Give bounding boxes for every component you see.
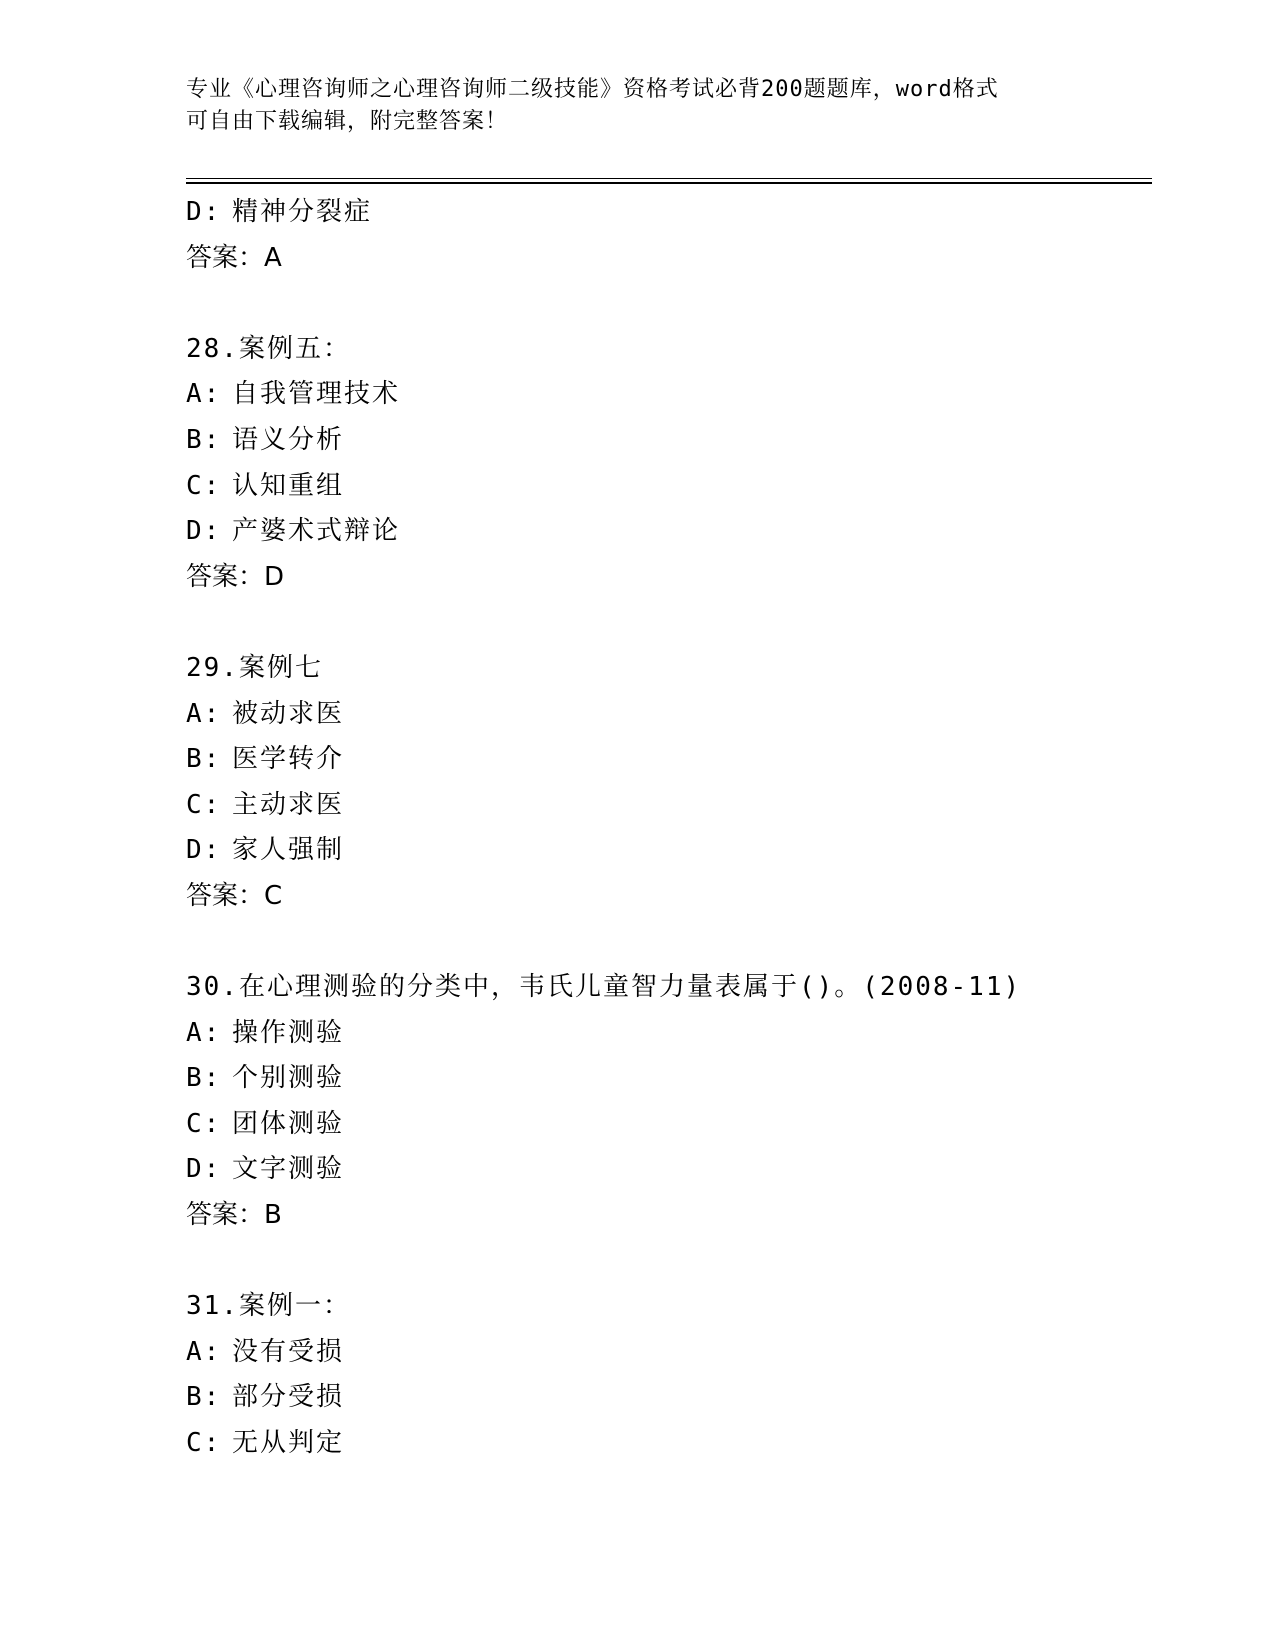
- option-line: [186, 783, 1152, 829]
- answer-line: 答案：D: [186, 561, 285, 592]
- option-key: B:: [186, 1382, 222, 1413]
- question-stem: 29.案例七: [186, 652, 323, 683]
- spacer: [186, 281, 1152, 327]
- answer-line: 答案：A: [186, 242, 282, 273]
- option-line: [186, 418, 1152, 464]
- option-line: [186, 1330, 1152, 1376]
- option-key: A:: [186, 1017, 222, 1048]
- answer-line: 答案：B: [186, 1200, 282, 1231]
- option-key: D:: [186, 1154, 222, 1185]
- option-line: [186, 1102, 1152, 1148]
- option-line: [186, 372, 1152, 418]
- option-key: A:: [186, 1336, 222, 1367]
- option-text: 文字测验: [232, 1154, 345, 1185]
- option-line: [186, 1375, 1152, 1421]
- spacer: [186, 1239, 1152, 1285]
- option-text: 精神分裂症: [232, 197, 373, 227]
- answer-line: 答案：C: [186, 880, 283, 911]
- option-key: B:: [186, 744, 222, 775]
- option-line: [186, 828, 1152, 874]
- option-key: B:: [186, 424, 222, 455]
- question-stem: 30.在心理测验的分类中，韦氏儿童智力量表属于()。(2008-11): [186, 972, 1022, 1003]
- header-line-1: 专业《心理咨询师之心理咨询师二级技能》资格考试必背200题题库，word格式: [186, 77, 999, 102]
- option-line: [186, 1147, 1152, 1193]
- option-text: 家人强制: [232, 835, 345, 866]
- option-text: 自我管理技术: [232, 379, 401, 410]
- question-stem: 31.案例一：: [186, 1291, 351, 1322]
- option-key: D:: [186, 197, 222, 227]
- option-key: C:: [186, 1428, 222, 1459]
- header-line-2: 可自由下载编辑，附完整答案！: [186, 109, 509, 134]
- option-text: 部分受损: [232, 1382, 345, 1413]
- option-line: [186, 1056, 1152, 1102]
- header-rule-thick: [186, 182, 1152, 184]
- option-text: 个别测验: [232, 1063, 345, 1094]
- option-key: B:: [186, 1063, 222, 1094]
- option-key: D:: [186, 835, 222, 866]
- option-key: C:: [186, 789, 222, 820]
- option-key: A:: [186, 379, 222, 410]
- option-text: 无从判定: [232, 1428, 345, 1459]
- option-key: C:: [186, 1108, 222, 1139]
- option-text: 没有受损: [232, 1336, 345, 1367]
- option-text: 团体测验: [232, 1108, 345, 1139]
- header-rule-thin: [186, 178, 1152, 179]
- question-list: [186, 190, 1152, 1467]
- question-stem: 28.案例五：: [186, 333, 351, 364]
- option-key: A:: [186, 698, 222, 729]
- option-text: 被动求医: [232, 698, 345, 729]
- option-line: [186, 509, 1152, 555]
- option-line: [186, 190, 1152, 236]
- spacer: [186, 920, 1152, 966]
- option-text: 操作测验: [232, 1017, 345, 1048]
- option-text: 认知重组: [232, 470, 345, 501]
- option-text: 产婆术式辩论: [232, 516, 401, 547]
- spacer: [186, 600, 1152, 646]
- document-header: [186, 74, 1086, 138]
- option-line: [186, 1421, 1152, 1467]
- option-text: 医学转介: [232, 744, 345, 775]
- option-line: [186, 464, 1152, 510]
- option-text: 主动求医: [232, 789, 345, 820]
- option-key: C:: [186, 470, 222, 501]
- option-line: [186, 692, 1152, 738]
- option-line: [186, 1011, 1152, 1057]
- option-text: 语义分析: [232, 424, 345, 455]
- option-line: [186, 737, 1152, 783]
- option-key: D:: [186, 516, 222, 547]
